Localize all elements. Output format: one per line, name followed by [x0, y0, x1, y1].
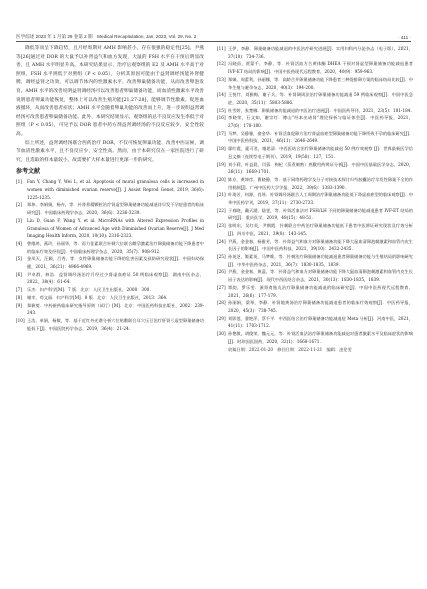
- reference-number: [25]: [217, 253, 226, 259]
- reference-number: [6]: [16, 271, 22, 277]
- reference-text: 尹卓群，林浩．益肾调经汤治疗月经过少肾虚血瘀证 50 例临床观察[J]．湖南中医杂志，2022，38(4)：61-64.: [27, 271, 204, 285]
- reference-text: 金凤天，汪颖，吕秀，等．女性卵巢储备功能下降的危害因素及预防研究现状[J]．中国妇幼保健，2021，36(21)：4966-4969.: [27, 256, 204, 270]
- reference-item: [217, 238, 413, 253]
- reference-item: [16, 271, 204, 286]
- reference-text: 王悦竹，刘雅梅，谢子兵，等．补肾调周法治疗卵巢储备功能减退 59 例临床观察[J]．中国中医急症，2020，35(11)：5803-5886.: [228, 92, 413, 105]
- reference-item: [16, 255, 204, 270]
- reference-item: [217, 130, 413, 145]
- reference-number: [2]: [16, 202, 22, 208]
- reference-text: 李晓荣，石文知，谢宗红．傅山"经本出诸肾"理论探析与临证体会[J]．中医药导报，2021，27(6)：178-180.: [228, 115, 413, 129]
- reference-item: [217, 60, 413, 75]
- reference-text: 孙英芝，姬素英，马梦维，等．针刺治疗卵巢储备功能减退患者卵巢储备功能与生殖结局的影响研究[J]．中华中医药杂志，2021，36(7)：1830-1835，1839.: [228, 253, 413, 267]
- reference-item: [217, 315, 413, 330]
- reference-item: [217, 161, 413, 176]
- reference-item: [217, 45, 413, 60]
- references-heading: 参考文献: [16, 169, 41, 176]
- reference-number: [17]: [217, 130, 226, 136]
- reference-text: 乐杰．妇产科学[M]．7 版．北京：人民卫生出版社，2008：300.: [27, 287, 151, 293]
- reference-text: 刘小莉，叶益晨，闫蓉．枸杞（蒸煮制熟）热敷用药辨证分析[J]．中国中医基础医学杂志，2020，26(11)：1669-1701.: [228, 161, 413, 175]
- reference-text: 王浩，单娟，杨敏，等．基于近红外光谱分析穴位贴敷联合耳穴压豆治疗肝肾亏虚型卵巢储备功能低下[J]．中国医院药学杂志，2019，36(4)：21-24.: [27, 317, 204, 331]
- reference-item: [16, 201, 204, 216]
- reference-item: [217, 76, 413, 91]
- reference-text: 曾维鸿，燕玲，孙丽华，等．再力佳素联合针刺穴位联合雌孕激素治疗卵巢储备功能下降患者中的临床疗效及经验[J]．中国临床药理学杂志，2020，35(7)：908-912.: [27, 240, 204, 254]
- reference-item: [16, 294, 204, 302]
- reference-number: [20]: [217, 176, 226, 182]
- reference-text: 郑筱萸．中药新药临床研究指导原则（试行）[M]．北京：中国医药科技出版社，2002：239-243.: [27, 302, 204, 316]
- reference-number: [16]: [217, 115, 226, 121]
- reference-number: [8]: [16, 294, 22, 300]
- reference-number: [28]: [217, 300, 226, 306]
- reference-item: [217, 330, 413, 345]
- received-dates-note: 收稿日期：2022-01-20 修回日期：2022-11-21 编辑：凌伦雯: [228, 347, 352, 353]
- reference-item: [16, 178, 204, 201]
- body-paragraph-conclusion: 综上所述，益肾调经汤联合西药治疗 DOR，不仅可恢复卵巢功能、改善中医证候，调节血清性激素水平，且不良反应少，安全性高。然而，由于本研究仅在一家医院进行了研究，且选取的样本量较小，故需要扩大样本量进行更深一步的研究。: [16, 140, 204, 163]
- reference-text: 叶琦芳，何源，肖瑶．补肾调经汤联合人工周期治疗卵巢储备功能低下肾虚血瘀型的临床观察[J]．中华中医药学刊，2019，37(11)：2730-2733.: [228, 192, 413, 206]
- reference-text: 陈京，黄坤彦，曹晓静，等．基于网络药理学及分子对接技术探讨归芍胶囊治疗早发性卵巢不全的作用机制[J]．广州中医药大学学报，2022，39(6)：1383-1390.: [228, 176, 413, 190]
- header-rule: [16, 41, 411, 42]
- reference-item: [217, 207, 413, 222]
- reference-number: [7]: [16, 287, 22, 293]
- reference-text: 谢幸，苟文丽．妇产科学[M]．8 版．北京：人民卫生出版社，2013：364.: [27, 294, 168, 300]
- reference-item: [16, 302, 204, 317]
- page-number: · 411 ·: [398, 35, 411, 40]
- reference-number: [30]: [217, 331, 226, 337]
- reference-number: [15]: [217, 107, 226, 113]
- reference-item: [16, 217, 204, 240]
- reference-number: [10]: [16, 317, 25, 323]
- reference-number: [12]: [217, 61, 226, 67]
- reference-item: [16, 317, 204, 332]
- reference-number: [5]: [16, 256, 22, 262]
- reference-number: [19]: [217, 161, 226, 167]
- reference-text: 冯晓苗，贾蒙千，李静，等．补肾活血方合黄体酮 DHEA 干预对肾虚型卵巢储备功能减退患者 IVF-ET 结局的影响[J]．中国中医药现代远程教育，2020，40(9)：959-963.: [228, 61, 413, 75]
- reference-text: 覃韵，罗乐雯．滋肾育胎丸治疗卵巢储备功能减退的临床研究[J]．中国中医药现代远程教育，2021，26(6)：177-179.: [228, 284, 413, 298]
- reference-number: [4]: [16, 240, 22, 246]
- reference-item: [217, 176, 413, 191]
- reference-number: [22]: [217, 207, 226, 213]
- reference-text: Liu D, Guan F, Wang Y, et al. MicroRNAs with Altered Expression Profiles in Granulosa of Women of Advanced Age with Diminished Ovarian Reserve[J]. J Med Imaging Health Inform, 2020, 10(10): 2316-2323.: [27, 217, 204, 239]
- reference-list-left: [16, 178, 204, 332]
- reference-item: [217, 91, 413, 106]
- reference-text: 孙丽娟，梁琴，李静．补肾地黄汤治疗卵巢储备功能减退患者的临床疗效观察[J]．中医药导报，2020，45(3)：738-745.: [228, 300, 413, 313]
- reference-text: 于春晓，戴天涵，陆雯，等．补肾活血法对 FSH/LH 不同的卵巢储备功能减退患者 IVF-ET 结局的研究[J]．重庆医学，2019，48(15)：48-51.: [228, 207, 413, 221]
- reference-text: 廖红霞，霍可君，谢思清．中西医结合治疗卵巢储备功能减退 50 例疗效观察 [J]．世界最新医学信息文摘（连续型电子期刊），2019，19(58)：127，151.: [228, 146, 413, 159]
- reference-text: 王伊，李静．卵巢储备功能减退的中医治疗研究进展[J]．实用妇科内分泌杂志（电子版），2021，37(10)：734-736.: [228, 46, 413, 59]
- reference-number: [27]: [217, 284, 226, 290]
- reference-item: [217, 253, 413, 268]
- reference-item: [217, 299, 413, 314]
- reference-number: [24]: [217, 238, 226, 244]
- body-paragraph-discussion: 降低等而呈下降趋势，且月经周期对 AMH 影响甚小，存在很强的稳定性[25]。尹燕等[26]通过对 DOR 的大鼠予以补肾益气和血方发现，大鼠的 FSH 水平在干预后明显改善，且 AMH 水平明显升高。本研究结果显示，治疗后观察组的 E2 及 AMH 水平高于对照组，FSH 水平则低于对照组（P < 0.05），分析其原因可能由于益肾调经汤能补肾健脾，调经益肾之功效，可以调节体内的性激素水平，改善卵巢储备功能，从而改善卵泡发育。AMH 水平的改善说明益肾调经汤可以改善患者卵巢储备功能，而血清性激素水平改善说明患者卵巢功能恢复，整体上可以改善生殖功能[21,27-28]，能够调节性激素、促进血液循环，从而改善患者症状；AMH 水平会随着卵巢功能的改善而上升，进一步说明益肾调经汤可改善患者卵巢储备功能。此外，本研究结果显示，观察组的总不良反应发生率低于对照组（P < 0.05），可见予以 DOR 患者中药方剂益肾调经汤的不良反应较少，安全性较高。: [16, 46, 204, 137]
- reference-item: [217, 268, 413, 283]
- reference-text: 马梦，吴静雅，俞金华．补肾活血促卵方治疗肾虚血瘀型卵巢储备功能下降所致不孕的临床研究[J]．中国中医药科技，2021，46(11)：2646-2649.: [228, 130, 413, 144]
- running-header: [16, 28, 411, 40]
- reference-item: [217, 284, 413, 299]
- reference-number: [13]: [217, 76, 226, 82]
- reference-item: [217, 145, 413, 160]
- reference-text: 孙艳敏，胡俊荣，魏元元，等．补肾活血法治疗卵巢储备功能减退对患者激素水平及临床症状的影响[J]．时珍国医国药，2020，32(1)：1668-1671.: [228, 331, 413, 344]
- reference-number: [18]: [217, 146, 226, 152]
- right-column: [217, 45, 413, 565]
- reference-text: 刘影莲，曹艳萍，蔡千平．中西医结合治疗卵巢储备功能减退症 Meta 分析[J]．河南中医，2021，41(11)：1703-1712.: [228, 315, 413, 329]
- reference-text: 郑炜，李娟娟，杨卉，等．补肾养精颗粒治疗肾虚型卵巢储备功能减退伴早发不孕症患者的临床研究[J]．中国临床药理学杂志，2020，36(6)：3236-3239.: [27, 202, 204, 216]
- reference-text: Fan Y, Chang Y, Wei L, et al. Apoptosis of mural granulosa cells is increased in women with diminished ovarian reserve[J]. J Assist Reprod Genet, 2019, 36(6): 1225-1235.: [27, 179, 204, 200]
- reference-number: [21]: [217, 192, 226, 198]
- reference-item: [217, 191, 413, 206]
- reference-number: [1]: [16, 179, 22, 185]
- reference-number: [14]: [217, 92, 226, 98]
- reference-item: [16, 286, 204, 294]
- reference-number: [9]: [16, 302, 22, 308]
- reference-item: [217, 107, 413, 115]
- reference-number: [29]: [217, 315, 226, 321]
- left-column: [16, 45, 204, 565]
- reference-list-right: [217, 45, 413, 345]
- reference-text: 尹燕，金金春，杨雅芳，等．补肾益气和血方对卵巢储备功能下降大鼠血清卵泡刺激素和血管内皮生长因子的影响[J]．中国中医药科技，2021，39(10)：2432-2435.: [228, 238, 413, 252]
- running-header-journal: 医学综述 2023 年 1 月第 29 卷第 2 期 Medical Recapitulation, Jan. 2023, Vol. 29, No. 2: [16, 34, 197, 39]
- reference-text: 郑娣，周蕾利，孙丽娜，等．高龄合并卵巢储备功能下降患者三种促排卵方案的临床结局比较[J]．中华生殖与避孕杂志，2020，40(3)：194-200.: [228, 76, 413, 90]
- reference-number: [3]: [16, 217, 22, 223]
- reference-text: 张明东，吴红英，尹朝霞．针刺联合中药治疗卵巢储备功能低下患者中医辨证研究现状及疗效分析[J]．四川中医，2021，39(8)：143-145.: [228, 223, 413, 236]
- reference-number: [23]: [217, 223, 226, 229]
- reference-text: 杜雪婷，张楚娜．卵巢储备功能减退的中医治疗进展[J]．中国医药导刊，2021，23(5)：181-184.: [228, 107, 412, 113]
- reference-item: [217, 222, 413, 237]
- reference-number: [26]: [217, 269, 226, 275]
- reference-item: [16, 240, 204, 255]
- reference-number: [11]: [217, 46, 226, 51]
- reference-text: 尹燕，金金春，黄蕊，等．补肾益气和血方对卵巢储备功能下降大鼠血清卵泡刺激素和血管内皮生长因子表达的影响[J]．现代中西医结合杂志，2021，30(13)：1830-1835，1839.: [228, 269, 413, 283]
- reference-item: [217, 114, 413, 129]
